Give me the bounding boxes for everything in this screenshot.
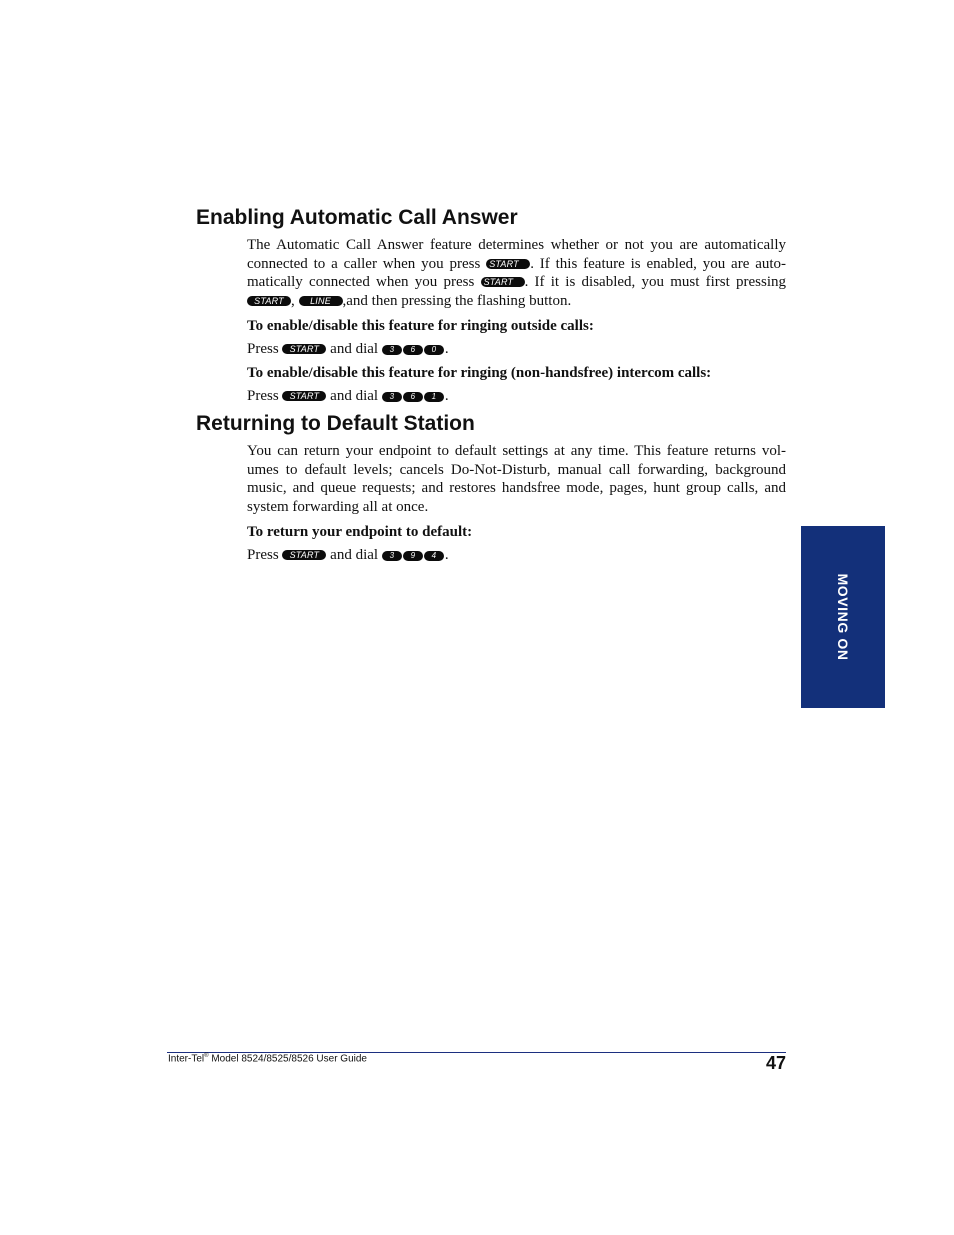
text-line: The Automatic Call Answer feature determines whether or not you are automatically: [247, 237, 786, 253]
step-instruction-outside-calls: Press START and dial 3 6 0 .: [247, 341, 449, 357]
step-title-intercom-calls: To enable/disable this feature for ringing (non-handsfree) intercom calls:: [247, 365, 712, 381]
text-line: You can return your endpoint to default settings at any time. This feature returns vol-: [247, 443, 786, 459]
line-key-icon: LINE: [299, 296, 343, 306]
start-key-icon: START: [481, 277, 525, 287]
start-key-icon: START: [282, 344, 326, 354]
default-station-intro: [247, 442, 786, 516]
chapter-side-tab: [801, 526, 885, 708]
step-title-outside-calls: To enable/disable this feature for ringing outside calls:: [247, 318, 594, 334]
dial-key-icon: 3: [382, 345, 402, 355]
dial-key-icon: 3: [382, 551, 402, 561]
step-title-return-default: To return your endpoint to default:: [247, 524, 473, 540]
start-key-icon: START: [247, 296, 291, 306]
dial-digits: [382, 386, 445, 405]
dial-key-icon: 6: [403, 392, 423, 402]
heading-returning-to-default-station: Returning to Default Station: [196, 412, 475, 435]
text-line: system forwarding all at once.: [247, 498, 429, 515]
step-instruction-intercom-calls: Press START and dial 3 6 1 .: [247, 388, 449, 404]
start-key-icon: START: [486, 259, 530, 269]
step-instruction-return-default: Press START and dial 3 9 4 .: [247, 547, 449, 563]
heading-automatic-call-answer: Enabling Automatic Call Answer: [196, 206, 518, 229]
dial-key-icon: 6: [403, 345, 423, 355]
dial-digits: [382, 545, 445, 564]
page-number: 47: [765, 1053, 786, 1073]
dial-key-icon: 9: [403, 551, 423, 561]
start-key-icon: START: [282, 550, 326, 560]
footer-guide-title: Inter-Tel® Model 8524/8525/8526 User Guide: [168, 1053, 367, 1065]
dial-key-icon: 3: [382, 392, 402, 402]
dial-key-icon: 4: [424, 551, 444, 561]
chapter-side-tab-label: MOVING ON: [835, 573, 851, 661]
start-key-icon: START: [282, 391, 326, 401]
dial-digits: [382, 339, 445, 358]
dial-key-icon: 0: [424, 345, 444, 355]
text-line: START , LINE ,and then pressing the flashing button.: [247, 292, 786, 311]
automatic-call-answer-intro: [247, 236, 786, 310]
dial-key-icon: 1: [424, 392, 444, 402]
text-line: connected to a caller when you press START . If this feature is enabled, you are auto-: [247, 255, 787, 272]
text-line: music, and queue requests; and restores handsfree mode, pages, hunt group calls, and: [247, 480, 786, 497]
text-line: matically connected when you press START . If it is disabled, you must first pressing: [247, 274, 786, 291]
text-line: umes to default levels; cancels Do-Not-Disturb, manual call forwarding, background: [247, 461, 786, 478]
